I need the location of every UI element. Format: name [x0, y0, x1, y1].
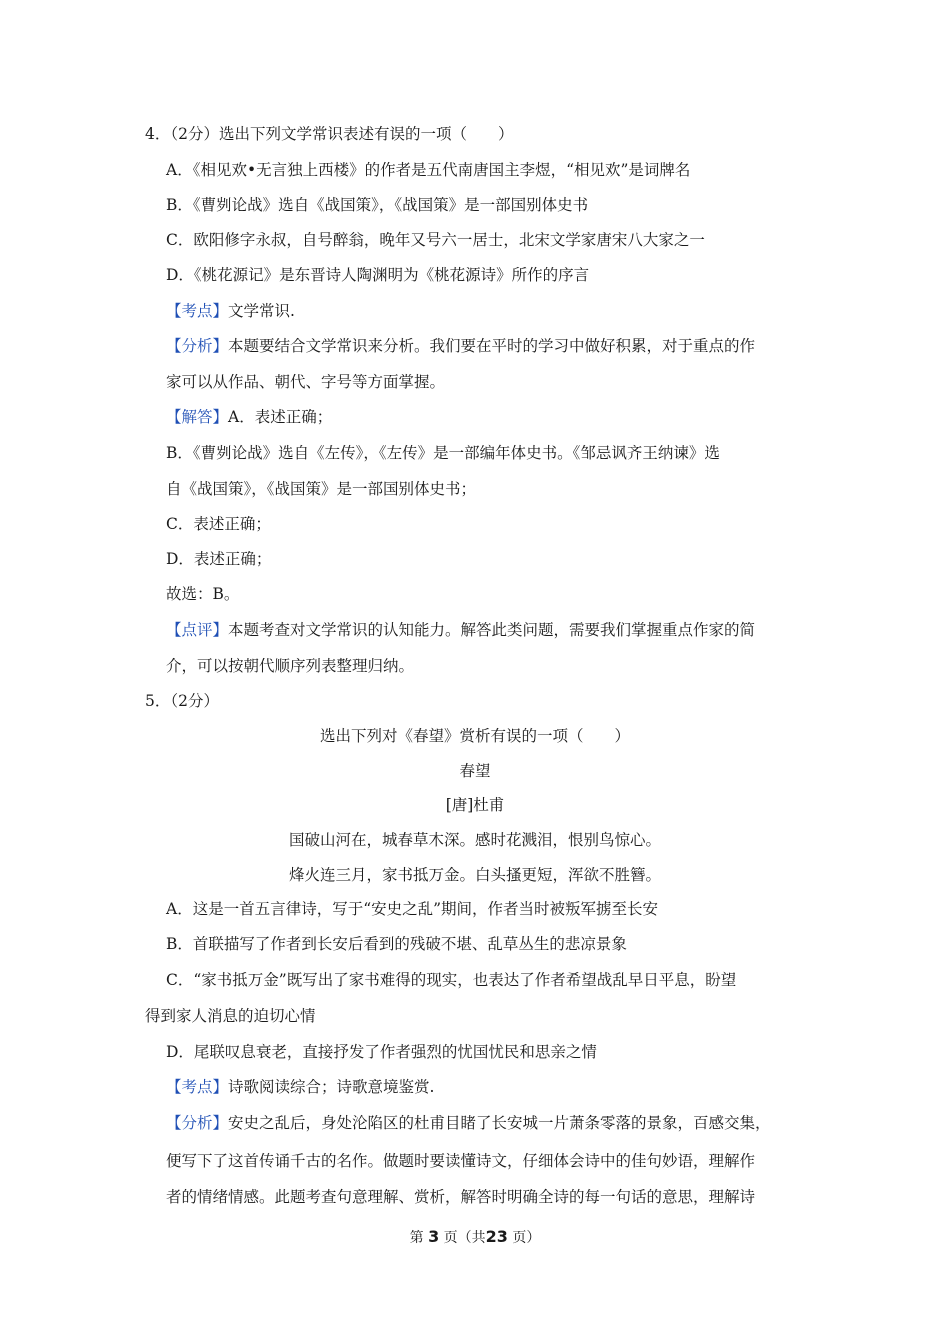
q5-option-c-cont: 得到家人消息的迫切心情 [145, 1007, 316, 1025]
poem-author: [唐]杜甫 [445, 796, 505, 814]
q5-option-a: A．这是一首五言律诗，写于“安史之乱”期间，作者当时被叛军掳至长安 [166, 900, 659, 918]
question-5-stem: 5．（2分） [145, 692, 219, 710]
page-footer [0, 1227, 950, 1248]
q5-fenxi [166, 1113, 771, 1133]
fenxi-line: 便写下了这首传诵千古的名作。做题时要读懂诗文，仔细体会诗中的佳句妙语，理解作 [166, 1152, 756, 1170]
footer-suffix: 页） [512, 1230, 541, 1246]
q4-option-a: A．《相见欢•无言独上西楼》的作者是五代南唐国主李煜，“相见欢”是词牌名 [166, 161, 691, 179]
q4-dianping [166, 620, 755, 640]
page-number: 3 [428, 1227, 440, 1246]
dianping-line: 介，可以按朝代顺序列表整理归纳。 [166, 657, 415, 675]
fenxi-tag: 【分析】 [166, 1114, 229, 1132]
fenxi-line: 者的情绪情感。此题考查句意理解、赏析，解答时明确全诗的每一句话的意思，理解诗 [166, 1188, 756, 1206]
poem-line: 国破山河在，城春草木深。感时花溅泪，恨别鸟惊心。 [288, 831, 661, 849]
q4-option-b: B．《曹刿论战》选自《战国策》，《战国策》是一部国别体史书 [166, 196, 589, 214]
dianping-line: 本题考查对文学常识的认知能力。解答此类问题，需要我们掌握重点作家的简 [228, 621, 756, 639]
jieda-answer: 故选：B。 [166, 585, 240, 603]
q4-option-d: D．《桃花源记》是东晋诗人陶渊明为《桃花源诗》所作的序言 [166, 266, 590, 284]
fenxi-line: 本题要结合文学常识来分析。我们要在平时的学习中做好积累，对于重点的作 [228, 337, 756, 355]
q4-jieda [166, 407, 332, 427]
q5-option-b: B．首联描写了作者到长安后看到的残破不堪、乱草丛生的悲凉景象 [166, 935, 627, 953]
footer-prefix: 第 [409, 1230, 424, 1246]
jieda-line: C．表述正确； [166, 515, 271, 533]
q4-fenxi [166, 336, 755, 356]
jieda-line: D．表述正确； [166, 550, 272, 568]
q5-kaodian [166, 1077, 434, 1097]
poem-title: 春望 [459, 762, 491, 780]
jieda-line: 自《战国策》，《战国策》是一部国别体史书； [166, 480, 477, 498]
question-4-stem: 4．（2分）选出下列文学常识表述有误的一项（ ） [145, 125, 514, 143]
q4-kaodian [166, 301, 295, 321]
kaodian-tag: 【考点】 [166, 302, 229, 320]
kaodian-text: 文学常识. [228, 302, 295, 320]
jieda-line: A．表述正确； [228, 408, 333, 426]
jieda-tag: 【解答】 [166, 408, 229, 426]
kaodian-tag: 【考点】 [166, 1078, 229, 1096]
footer-mid: 页（共 [443, 1230, 486, 1246]
q4-option-c: C．欧阳修字永叔，自号醉翁，晚年又号六一居士，北宋文学家唐宋八大家之一 [166, 231, 705, 249]
fenxi-line: 安史之乱后，身处沦陷区的杜甫目睹了长安城一片萧条零落的景象，百感交集， [228, 1114, 771, 1132]
kaodian-text: 诗歌阅读综合；诗歌意境鉴赏. [228, 1078, 435, 1096]
fenxi-tag: 【分析】 [166, 337, 229, 355]
jieda-line: B．《曹刿论战》选自《左传》，《左传》是一部编年体史书。《邹忌讽齐王纳谏》选 [166, 444, 720, 462]
q5-prompt: 选出下列对《春望》赏析有误的一项（ ） [319, 727, 630, 745]
poem-line: 烽火连三月，家书抵万金。白头搔更短，浑欲不胜簪。 [288, 866, 661, 884]
dianping-tag: 【点评】 [166, 621, 229, 639]
fenxi-line: 家可以从作品、朝代、字号等方面掌握。 [166, 373, 446, 391]
q5-option-d: D．尾联叹息衰老，直接抒发了作者强烈的忧国忧民和思亲之情 [166, 1043, 597, 1061]
q5-option-c: C．“家书抵万金”既写出了家书难得的现实，也表达了作者希望战乱早日平息，盼望 [166, 971, 737, 989]
total-pages: 23 [485, 1227, 508, 1246]
